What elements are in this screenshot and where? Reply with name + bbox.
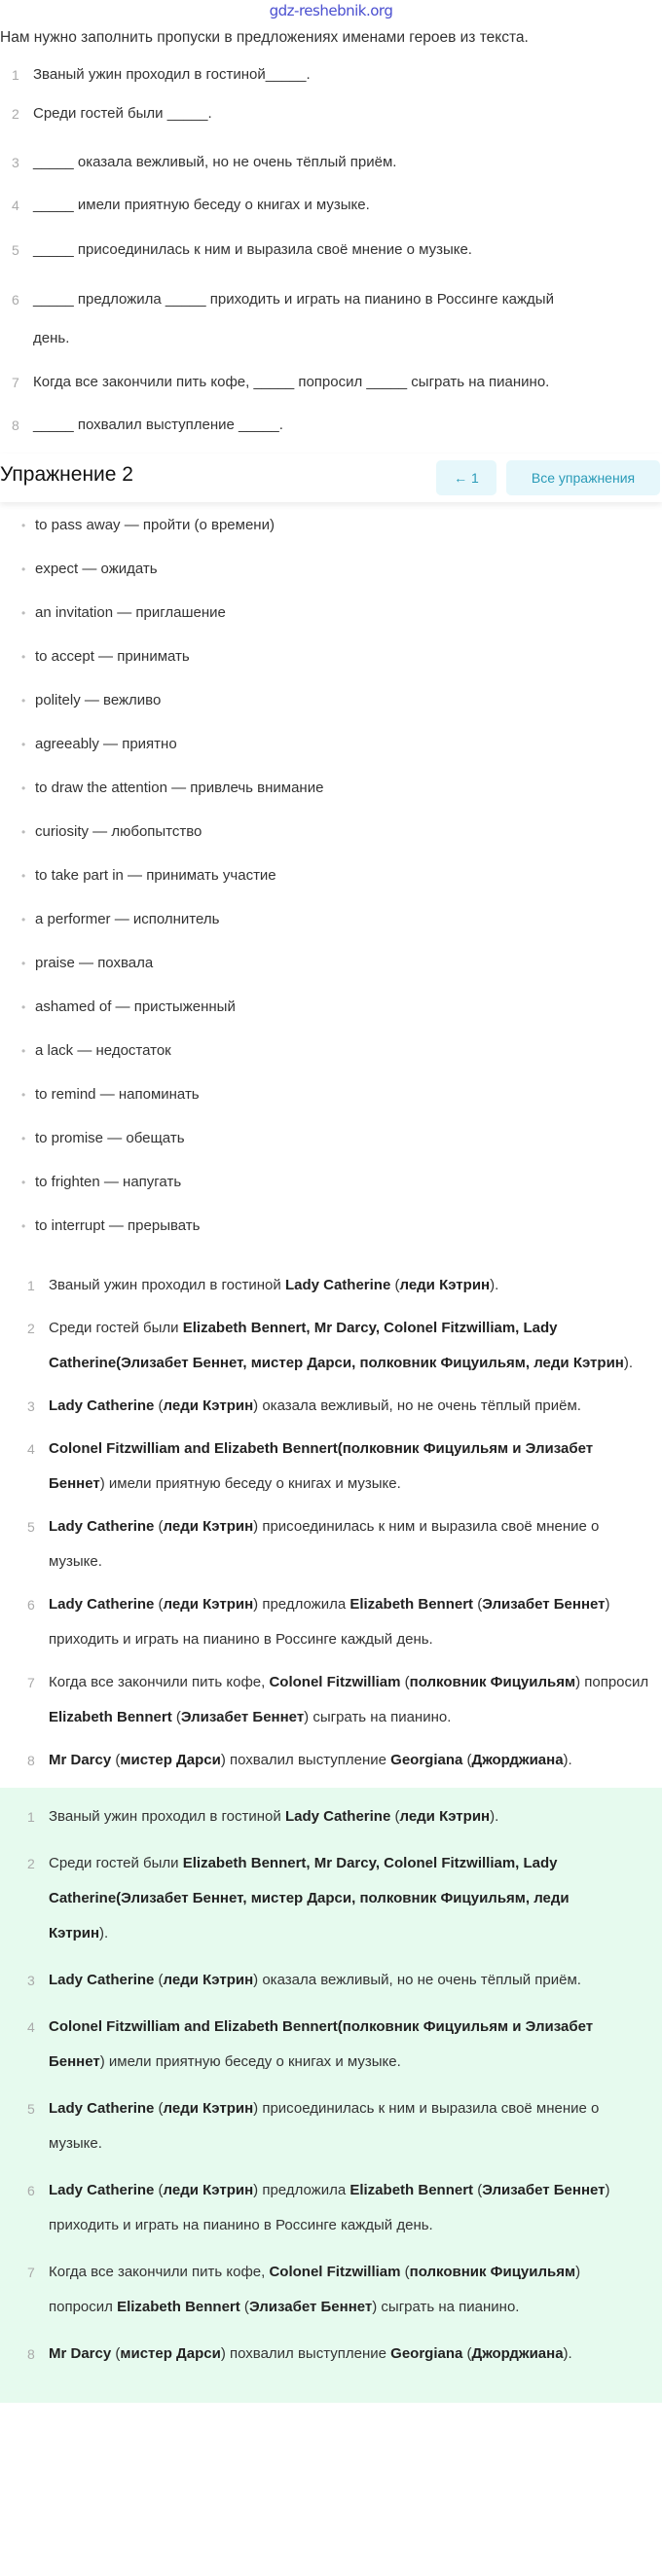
item-number: 7 bbox=[12, 375, 19, 390]
character-name: леди Кэтрин bbox=[163, 1518, 254, 1535]
text-fragment: ) приходить и играть на пианино в Россинге каждый день. bbox=[49, 1596, 610, 1648]
character-name: Colonel Fitzwilliam bbox=[269, 2264, 401, 2280]
answer-item bbox=[27, 2173, 631, 2243]
character-name: Элизабет Беннет bbox=[248, 2299, 373, 2315]
answer-item bbox=[27, 1743, 650, 1778]
exercise-item bbox=[12, 280, 578, 358]
vocab-item: • agreeably — приятно bbox=[21, 733, 644, 777]
answers-highlight-panel bbox=[0, 1788, 662, 2403]
character-name: Lady Catherine bbox=[49, 2100, 155, 2117]
character-name: мистер Дарси bbox=[120, 2345, 221, 2362]
text-fragment: Среди гостей были bbox=[49, 1320, 183, 1336]
item-number: 7 bbox=[27, 1675, 35, 1690]
text-fragment: Среди гостей были bbox=[49, 1855, 183, 1871]
item-number: 2 bbox=[27, 1856, 35, 1871]
item-text: _____ имели приятную беседу о книгах и музыке. bbox=[33, 197, 370, 213]
character-name: полковник Фицуильям bbox=[409, 1674, 576, 1690]
text-fragment: ) попросил bbox=[49, 2264, 581, 2315]
character-name: Colonel Fitzwilliam and Elizabeth Bennert(полковник Фицуильям и Элизабет Беннет bbox=[49, 2018, 594, 2070]
text-fragment: Когда все закончили пить кофе, bbox=[49, 1674, 270, 1690]
text-fragment: ) присоединилась к ним и выразила своё мнение о музыке. bbox=[49, 1518, 600, 1570]
item-number: 1 bbox=[27, 1809, 35, 1825]
vocab-item: • to promise — обещать bbox=[21, 1127, 644, 1171]
character-name: леди Кэтрин bbox=[399, 1277, 491, 1293]
item-text: _____ предложила _____ приходить и играть на пианино в Россинге каждый день. bbox=[33, 291, 554, 346]
character-name: Colonel Fitzwilliam and Elizabeth Bennert(полковник Фицуильям и Элизабет Беннет bbox=[49, 1440, 594, 1492]
item-number: 2 bbox=[27, 1321, 35, 1336]
character-name: Lady Catherine bbox=[49, 1972, 155, 1988]
answer-item bbox=[27, 2010, 631, 2080]
character-name: Джорджиана bbox=[471, 1752, 564, 1768]
vocab-item: • to frighten — напугать bbox=[21, 1171, 644, 1215]
exercise-item bbox=[12, 195, 644, 216]
text-fragment: ) похвалил выступление bbox=[220, 2345, 391, 2362]
text-fragment: ( bbox=[400, 2264, 410, 2280]
character-name: леди Кэтрин bbox=[163, 1972, 254, 1988]
item-number: 5 bbox=[12, 242, 19, 258]
text-fragment: ). bbox=[490, 1277, 499, 1293]
vocab-item: • a performer — исполнитель bbox=[21, 908, 644, 952]
all-exercises-button[interactable]: Все упражнения bbox=[506, 460, 660, 495]
character-name: леди Кэтрин bbox=[163, 2182, 254, 2198]
item-number: 5 bbox=[27, 2101, 35, 2117]
character-name: Mr Darcy bbox=[49, 1752, 112, 1768]
vocab-item: • expect — ожидать bbox=[21, 558, 644, 601]
text-fragment: ) имели приятную беседу о книгах и музыке. bbox=[99, 2053, 401, 2070]
vocab-item: • ashamed of — пристыженный bbox=[21, 996, 644, 1039]
text-fragment: ) оказала вежливый, но не очень тёплый приём. bbox=[253, 1397, 581, 1414]
text-fragment: ) сыграть на пианино. bbox=[372, 2299, 520, 2315]
item-number: 7 bbox=[27, 2265, 35, 2280]
text-fragment: ) сыграть на пианино. bbox=[304, 1709, 452, 1725]
answer-item bbox=[27, 1311, 650, 1381]
character-name: Lady Catherine bbox=[49, 1518, 155, 1535]
text-fragment: ). bbox=[623, 1355, 634, 1371]
text-fragment: ) приходить и играть на пианино в Россинге каждый день. bbox=[49, 2182, 610, 2233]
text-fragment: ( bbox=[154, 1596, 164, 1613]
text-fragment: ( bbox=[390, 1808, 400, 1825]
item-number: 3 bbox=[27, 1398, 35, 1414]
answer-text bbox=[49, 1277, 498, 1293]
exercise-item bbox=[12, 415, 644, 436]
character-name: леди Кэтрин bbox=[399, 1808, 491, 1825]
character-name: полковник Фицуильям bbox=[409, 2264, 576, 2280]
answer-text bbox=[49, 1674, 648, 1725]
item-number: 3 bbox=[27, 1973, 35, 1988]
character-name: леди Кэтрин bbox=[163, 1596, 254, 1613]
exercise-item bbox=[12, 103, 644, 125]
character-name: Elizabeth Bennert, Mr Darcy, Colonel Fitzwilliam, Lady Catherine(Элизабет Беннет, мистер Дарси, полковник Фицуильям, леди Кэтрин bbox=[49, 1320, 624, 1371]
item-text: Когда все закончили пить кофе, _____ попросил _____ сыграть на пианино. bbox=[33, 374, 550, 390]
exercise-list bbox=[12, 64, 644, 436]
text-fragment: ). bbox=[490, 1808, 499, 1825]
vocab-item: • to accept — принимать bbox=[21, 645, 644, 689]
item-text: _____ присоединилась к ним и выразила своё мнение о музыке. bbox=[33, 241, 472, 258]
item-number: 1 bbox=[12, 67, 19, 83]
answer-item bbox=[27, 1587, 650, 1657]
vocab-item: • curiosity — любопытство bbox=[21, 820, 644, 864]
answer-item bbox=[27, 1963, 631, 1998]
vocab-item: • to draw the attention — привлечь внимание bbox=[21, 777, 644, 820]
item-text: _____ похвалил выступление _____. bbox=[33, 417, 283, 433]
answer-text bbox=[49, 1397, 581, 1414]
character-name: леди Кэтрин bbox=[163, 2100, 254, 2117]
answer-text bbox=[49, 1855, 570, 1941]
answer-text bbox=[49, 1320, 633, 1371]
answer-text bbox=[49, 1440, 593, 1492]
item-number: 8 bbox=[27, 2346, 35, 2362]
answer-item bbox=[27, 1432, 650, 1502]
text-fragment: ). bbox=[563, 1752, 572, 1768]
text-fragment: ( bbox=[462, 2345, 472, 2362]
vocabulary-list bbox=[21, 514, 644, 1258]
text-fragment: Званый ужин проходил в гостиной bbox=[49, 1808, 285, 1825]
text-fragment: ) похвалил выступление bbox=[220, 1752, 391, 1768]
site-logo bbox=[0, 0, 662, 27]
character-name: Elizabeth Bennert bbox=[349, 1596, 474, 1613]
answer-item bbox=[27, 1665, 650, 1735]
exercise-header bbox=[0, 454, 662, 502]
text-fragment: ( bbox=[462, 1752, 472, 1768]
item-number: 4 bbox=[27, 2019, 35, 2035]
character-name: Lady Catherine bbox=[49, 1596, 155, 1613]
text-fragment: ). bbox=[563, 2345, 572, 2362]
item-number: 8 bbox=[27, 1753, 35, 1768]
page-title: Упражнение 2 bbox=[0, 463, 133, 486]
character-name: мистер Дарси bbox=[120, 1752, 221, 1768]
vocab-item: • to interrupt — прерывать bbox=[21, 1215, 644, 1258]
character-name: Элизабет Беннет bbox=[482, 2182, 606, 2198]
text-fragment: ( bbox=[473, 2182, 483, 2198]
answer-item bbox=[27, 2255, 631, 2325]
vocab-item: • politely — вежливо bbox=[21, 689, 644, 733]
text-fragment: ( bbox=[171, 1709, 181, 1725]
site-logo-watermark: gdz-reshebnik.org bbox=[269, 2, 393, 19]
answer-text bbox=[49, 2100, 599, 2152]
text-fragment: ( bbox=[239, 2299, 249, 2315]
item-number: 4 bbox=[27, 1441, 35, 1457]
character-name: Элизабет Беннет bbox=[482, 1596, 606, 1613]
vocab-item: • to pass away — пройти (о времени) bbox=[21, 514, 644, 558]
character-name: Colonel Fitzwilliam bbox=[269, 1674, 401, 1690]
answer-item bbox=[27, 1509, 650, 1579]
character-name: Lady Catherine bbox=[284, 1277, 391, 1293]
character-name: Elizabeth Bennert, Mr Darcy, Colonel Fitzwilliam, Lady Catherine(Элизабет Беннет, мистер Дарси, полковник Фицуильям, леди Кэтрин bbox=[49, 1855, 570, 1941]
item-text: Среди гостей были _____. bbox=[33, 105, 212, 122]
item-number: 8 bbox=[12, 417, 19, 433]
exercise-item bbox=[12, 239, 644, 261]
item-text: _____ оказала вежливый, но не очень тёплый приём. bbox=[33, 154, 397, 170]
character-name: Lady Catherine bbox=[49, 2182, 155, 2198]
item-number: 2 bbox=[12, 106, 19, 122]
exercise-item bbox=[12, 152, 644, 173]
text-fragment: ) предложила bbox=[253, 2182, 350, 2198]
character-name: Elizabeth Bennert bbox=[49, 1709, 172, 1725]
character-name: Джорджиана bbox=[471, 2345, 564, 2362]
character-name: Elizabeth Bennert bbox=[349, 2182, 474, 2198]
item-number: 5 bbox=[27, 1519, 35, 1535]
text-fragment: Когда все закончили пить кофе, bbox=[49, 2264, 270, 2280]
exercise-item bbox=[12, 372, 644, 393]
character-name: Georgiana bbox=[390, 2345, 463, 2362]
answer-text bbox=[49, 1752, 572, 1768]
character-name: Lady Catherine bbox=[284, 1808, 391, 1825]
character-name: Georgiana bbox=[390, 1752, 463, 1768]
text-fragment: ) имели приятную беседу о книгах и музыке. bbox=[99, 1475, 401, 1492]
answers-list bbox=[27, 1268, 650, 1778]
vocab-item: • to take part in — принимать участие bbox=[21, 864, 644, 908]
vocab-item: • a lack — недостаток bbox=[21, 1039, 644, 1083]
answer-text bbox=[49, 2264, 580, 2315]
text-fragment: ) предложила bbox=[253, 1596, 350, 1613]
answer-text bbox=[49, 1972, 581, 1988]
text-fragment: ( bbox=[390, 1277, 400, 1293]
answer-item bbox=[27, 2091, 631, 2161]
text-fragment: ( bbox=[111, 2345, 121, 2362]
text-fragment: ( bbox=[111, 1752, 121, 1768]
item-number: 4 bbox=[12, 198, 19, 213]
text-fragment: ( bbox=[154, 1972, 164, 1988]
text-fragment: ) попросил bbox=[575, 1674, 649, 1690]
vocab-item: • an invitation — приглашение bbox=[21, 601, 644, 645]
character-name: Mr Darcy bbox=[49, 2345, 112, 2362]
text-fragment: ) присоединилась к ним и выразила своё мнение о музыке. bbox=[49, 2100, 600, 2152]
item-number: 6 bbox=[27, 1597, 35, 1613]
exercise-item bbox=[12, 64, 644, 86]
vocab-item: • praise — похвала bbox=[21, 952, 644, 996]
item-text: Званый ужин проходил в гостиной_____. bbox=[33, 66, 311, 83]
prev-exercise-button[interactable]: ← 1 bbox=[436, 460, 496, 495]
text-fragment: ( bbox=[400, 1674, 410, 1690]
answer-text bbox=[49, 2345, 572, 2362]
character-name: Elizabeth Bennert bbox=[117, 2299, 240, 2315]
item-number: 1 bbox=[27, 1278, 35, 1293]
text-fragment: Званый ужин проходил в гостиной bbox=[49, 1277, 285, 1293]
text-fragment: ( bbox=[473, 1596, 483, 1613]
text-fragment: ). bbox=[99, 1925, 109, 1941]
answer-item bbox=[27, 1389, 650, 1424]
intro-text: Нам нужно заполнить пропуски в предложениях именами героев из текста. bbox=[0, 29, 529, 46]
character-name: леди Кэтрин bbox=[163, 1397, 254, 1414]
answer-item bbox=[27, 1846, 631, 1951]
text-fragment: ( bbox=[154, 2100, 164, 2117]
answer-text bbox=[49, 1518, 599, 1570]
character-name: Элизабет Беннет bbox=[180, 1709, 305, 1725]
vocab-item: • to remind — напоминать bbox=[21, 1083, 644, 1127]
answer-text bbox=[49, 2182, 610, 2233]
text-fragment: ( bbox=[154, 2182, 164, 2198]
text-fragment: ) оказала вежливый, но не очень тёплый приём. bbox=[253, 1972, 581, 1988]
answer-item bbox=[27, 1268, 650, 1303]
answers-list-highlighted bbox=[27, 1799, 631, 2372]
item-number: 6 bbox=[12, 292, 19, 308]
text-fragment: ( bbox=[154, 1397, 164, 1414]
text-fragment: ( bbox=[154, 1518, 164, 1535]
answer-text bbox=[49, 1808, 498, 1825]
answer-item bbox=[27, 1799, 631, 1834]
item-number: 6 bbox=[27, 2183, 35, 2198]
answer-text bbox=[49, 2018, 593, 2070]
character-name: Lady Catherine bbox=[49, 1397, 155, 1414]
answer-item bbox=[27, 2337, 631, 2372]
item-number: 3 bbox=[12, 155, 19, 170]
answer-text bbox=[49, 1596, 610, 1648]
